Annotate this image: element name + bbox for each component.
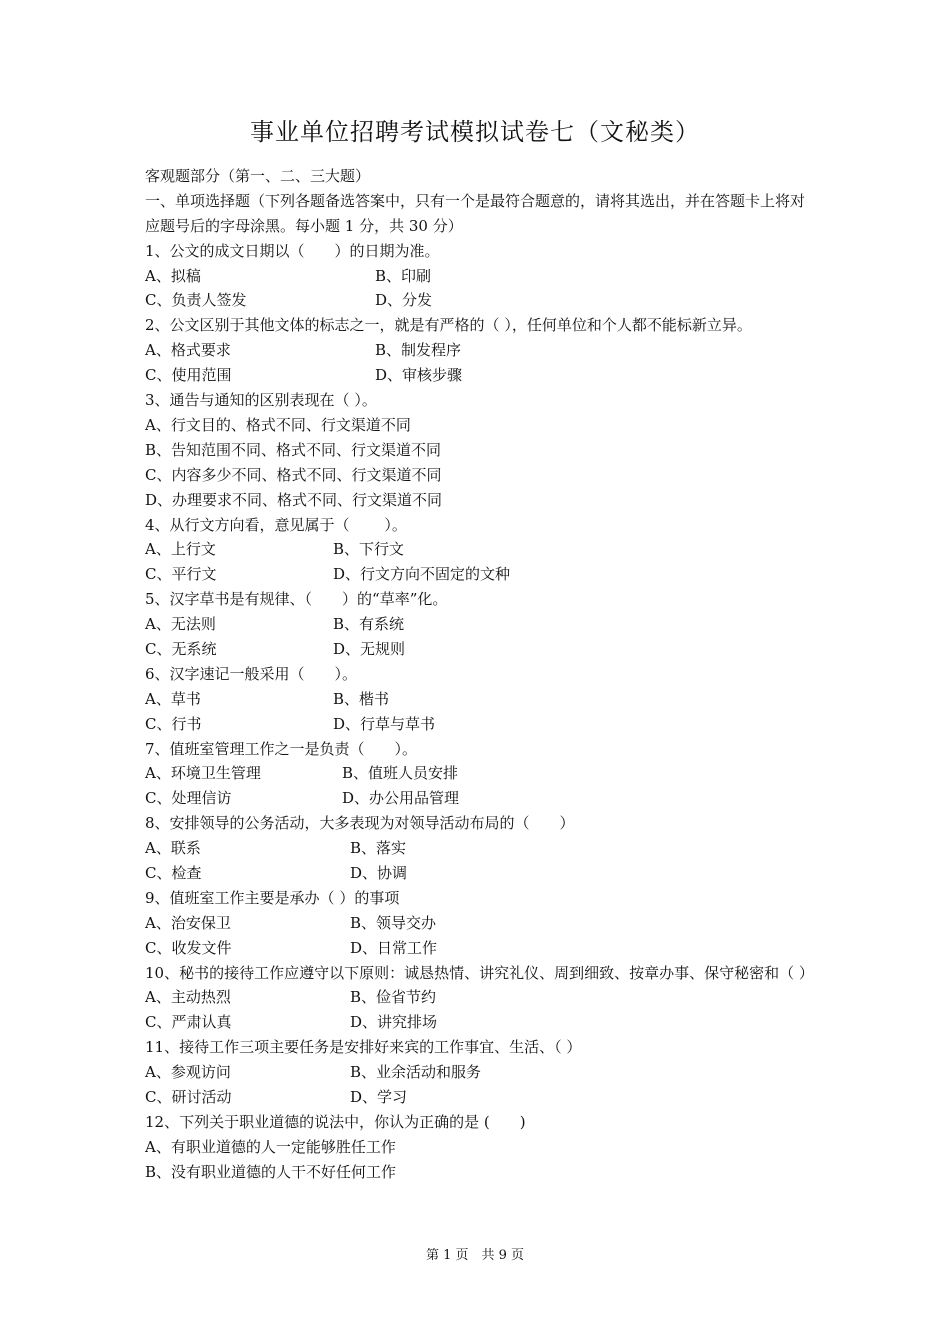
- option-row: [145, 1010, 813, 1035]
- option-c: C、无系统: [145, 639, 217, 658]
- option-d: D、行文方向不固定的文种: [333, 565, 511, 584]
- option-b: B、落实: [350, 839, 407, 858]
- question-stem: 2、公文区别于其他文体的标志之一，就是有严格的（ ），任何单位和个人都不能标新立异。: [145, 316, 752, 335]
- option-row: [145, 786, 813, 811]
- option-d: D、审核步骤: [375, 366, 463, 385]
- option-d: D、讲究排场: [350, 1013, 438, 1032]
- option-b: B、印刷: [375, 266, 432, 285]
- question-stem: 6、汉字速记一般采用（ ）。: [145, 664, 358, 683]
- option-row: [145, 637, 813, 662]
- option-d: D、无规则: [333, 639, 406, 658]
- option-row: [145, 687, 813, 712]
- option-row: [145, 288, 813, 313]
- question-stem: 9、值班室工作主要是承办（ ）的事项: [145, 888, 400, 907]
- option-row: [145, 537, 813, 562]
- option-row: [145, 712, 813, 737]
- option-row: [145, 911, 813, 936]
- instruction-text: 一、单项选择题（下列各题备选答案中，只有一个是最符合题意的，请将其选出，并在答题卡上将对应题号后的字母涂黑。每小题 1 分，共 30 分）: [145, 191, 806, 235]
- option-b: B、俭省节约: [350, 988, 437, 1007]
- option-b: B、有系统: [333, 615, 405, 634]
- option-a: A、格式要求: [145, 341, 231, 360]
- option-row: [145, 1060, 813, 1085]
- option-b: B、值班人员安排: [342, 764, 459, 783]
- option-d: D、分发: [375, 291, 433, 310]
- question-stem: 11、接待工作三项主要任务是安排好来宾的工作事宜、生活、（ ）: [145, 1038, 582, 1057]
- option-d: D、学习: [350, 1088, 408, 1106]
- option-d: D、办公用品管理: [342, 789, 460, 808]
- option-c: C、检查: [145, 863, 202, 882]
- option-row: [145, 363, 813, 388]
- option-row: [145, 836, 813, 861]
- option-d: D、行草与草书: [333, 714, 436, 733]
- question-stem: 7、值班室管理工作之一是负责（ ）。: [145, 739, 418, 758]
- option-d: D、协调: [350, 863, 408, 882]
- option-a: A、草书: [145, 689, 201, 708]
- option-row: [145, 612, 813, 637]
- option-row: [145, 861, 813, 886]
- option-b: B、没有职业道德的人干不好任何工作: [145, 1162, 397, 1181]
- question-stem: 5、汉字草书是有规律、（ ）的“草率”化。: [145, 590, 448, 609]
- option-c: C、内容多少不同、格式不同、行文渠道不同: [145, 465, 442, 484]
- option-a: A、主动热烈: [145, 988, 231, 1007]
- page-title: 事业单位招聘考试模拟试卷七（文秘类）: [250, 118, 700, 146]
- option-c: C、严肃认真: [145, 1013, 232, 1032]
- option-row: [145, 562, 813, 587]
- option-row: [145, 761, 813, 786]
- question-stem: 12、下列关于职业道德的说法中，你认为正确的是 ( ): [145, 1112, 526, 1131]
- option-c: C、处理信访: [145, 789, 232, 808]
- option-d: D、日常工作: [350, 938, 438, 957]
- option-b: B、制发程序: [375, 341, 462, 360]
- option-a: A、拟稿: [145, 266, 201, 285]
- option-c: C、使用范围: [145, 366, 232, 385]
- option-c: C、收发文件: [145, 938, 232, 957]
- option-b: B、楷书: [333, 689, 390, 708]
- option-a: A、上行文: [145, 540, 216, 559]
- option-c: C、研讨活动: [145, 1088, 232, 1106]
- option-a: A、参观访问: [145, 1063, 231, 1082]
- option-b: B、业余活动和服务: [350, 1063, 482, 1082]
- option-row: [145, 1085, 813, 1110]
- option-a: A、环境卫生管理: [145, 764, 261, 783]
- question-stem: 1、公文的成文日期以（ ）的日期为准。: [145, 241, 440, 260]
- section-heading: 客观题部分（第一、二、三大题）: [145, 167, 371, 185]
- option-c: C、平行文: [145, 565, 217, 584]
- option-a: A、治安保卫: [145, 913, 231, 932]
- option-c: C、行书: [145, 714, 202, 733]
- option-a: A、联系: [145, 839, 201, 858]
- option-row: [145, 338, 813, 363]
- option-row: [145, 985, 813, 1010]
- option-d: D、办理要求不同、格式不同、行文渠道不同: [145, 490, 443, 509]
- question-stem: 10、秘书的接待工作应遵守以下原则：诚恳热情、讲究礼仪、周到细致、按章办事、保守秘密和（ ）: [145, 963, 814, 982]
- question-stem: 3、通告与通知的区别表现在（ ）。: [145, 391, 377, 410]
- question-stem: 4、从行文方向看，意见属于（ ）。: [145, 515, 407, 534]
- option-b: B、领导交办: [350, 913, 437, 932]
- option-a: A、有职业道德的人一定能够胜任工作: [145, 1137, 396, 1156]
- option-a: A、无法则: [145, 615, 216, 634]
- question-stem: 8、安排领导的公务活动，大多表现为对领导活动布局的（ ）: [145, 814, 575, 833]
- option-c: C、负责人签发: [145, 291, 247, 310]
- option-row: [145, 264, 813, 289]
- page-number: 第 1 页 共 9 页: [425, 1248, 525, 1263]
- document-body: [145, 164, 813, 1185]
- option-b: B、下行文: [333, 540, 405, 559]
- option-row: [145, 936, 813, 961]
- option-b: B、告知范围不同、格式不同、行文渠道不同: [145, 440, 442, 459]
- option-a: A、行文目的、格式不同、行文渠道不同: [145, 415, 411, 434]
